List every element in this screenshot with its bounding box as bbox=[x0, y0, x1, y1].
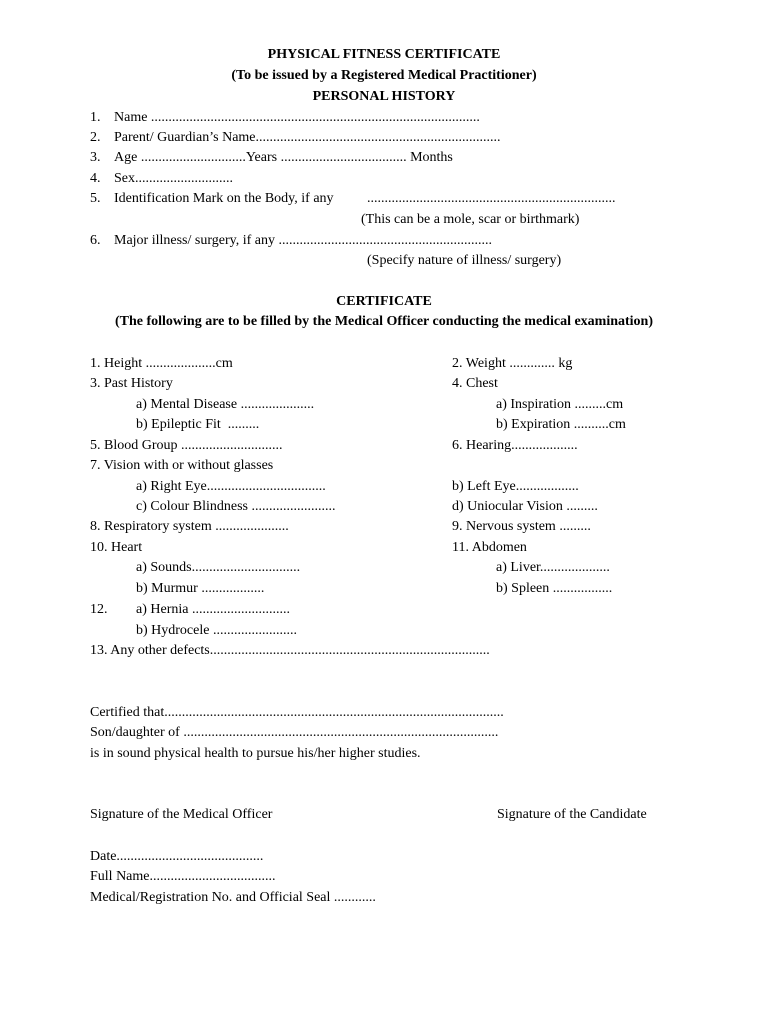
age-field: Age ..............................Years .................................... Months bbox=[114, 150, 453, 165]
section-heading-personal-history: PERSONAL HISTORY bbox=[312, 89, 456, 104]
expiration-field: b) Expiration ..........cm bbox=[496, 417, 626, 432]
full-name-field: Full Name.................................... bbox=[90, 869, 276, 884]
heart-sounds-field: a) Sounds............................... bbox=[136, 560, 301, 575]
inspiration-field: a) Inspiration .........cm bbox=[496, 397, 624, 412]
medical-officer-signature-label: Signature of the Medical Officer bbox=[90, 807, 273, 822]
certificate-heading: CERTIFICATE bbox=[336, 294, 432, 309]
epileptic-fit-field: b) Epileptic Fit ......... bbox=[136, 417, 260, 432]
item-number: 5. bbox=[90, 191, 101, 206]
identification-mark-label: Identification Mark on the Body, if any bbox=[114, 191, 334, 206]
certified-that-field: Certified that................................................................................................. bbox=[90, 705, 504, 720]
colour-blindness-field: c) Colour Blindness ........................ bbox=[136, 499, 336, 514]
vision-label: 7. Vision with or without glasses bbox=[90, 458, 274, 473]
mental-disease-field: a) Mental Disease ..................... bbox=[136, 397, 315, 412]
heart-label: 10. Heart bbox=[90, 540, 143, 555]
hernia-field: a) Hernia ............................ bbox=[136, 602, 290, 617]
height-field: 1. Height ....................cm bbox=[90, 356, 233, 371]
item-number: 12. bbox=[90, 602, 108, 617]
sex-field: Sex............................ bbox=[114, 171, 233, 186]
illness-field: Major illness/ surgery, if any ............................................................. bbox=[114, 233, 492, 248]
blood-group-field: 5. Blood Group ............................. bbox=[90, 438, 283, 453]
registration-seal-field: Medical/Registration No. and Official Seal ............ bbox=[90, 890, 376, 905]
candidate-signature-label: Signature of the Candidate bbox=[497, 807, 647, 822]
uniocular-vision-field: d) Uniocular Vision ......... bbox=[452, 499, 598, 514]
identification-mark-note: (This can be a mole, scar or birthmark) bbox=[361, 212, 580, 227]
date-field: Date.......................................... bbox=[90, 849, 264, 864]
document-title: PHYSICAL FITNESS CERTIFICATE bbox=[267, 47, 501, 62]
guardian-field: Parent/ Guardian’s Name...................................................................... bbox=[114, 130, 501, 145]
sound-health-statement: is in sound physical health to pursue his/her higher studies. bbox=[90, 746, 421, 761]
respiratory-system-field: 8. Respiratory system ..................... bbox=[90, 519, 289, 534]
item-number: 6. bbox=[90, 233, 101, 248]
identification-mark-field: ....................................................................... bbox=[367, 191, 616, 206]
illness-note: (Specify nature of illness/ surgery) bbox=[367, 253, 562, 268]
abdomen-label: 11. Abdomen bbox=[452, 540, 527, 555]
hearing-field: 6. Hearing................... bbox=[452, 438, 578, 453]
nervous-system-field: 9. Nervous system ......... bbox=[452, 519, 591, 534]
item-number: 1. bbox=[90, 110, 101, 125]
left-eye-field: b) Left Eye.................. bbox=[452, 479, 579, 494]
certificate-subheading: (The following are to be filled by the Medical Officer conducting the medical examination) bbox=[114, 314, 654, 329]
chest-label: 4. Chest bbox=[452, 376, 498, 391]
liver-field: a) Liver.................... bbox=[496, 560, 610, 575]
item-number: 4. bbox=[90, 171, 101, 186]
murmur-field: b) Murmur .................. bbox=[136, 581, 265, 596]
item-number: 3. bbox=[90, 150, 101, 165]
document-subtitle: (To be issued by a Registered Medical Practitioner) bbox=[231, 68, 537, 83]
item-number: 2. bbox=[90, 130, 101, 145]
other-defects-field: 13. Any other defects................................................................................ bbox=[90, 643, 490, 658]
spleen-field: b) Spleen ................. bbox=[496, 581, 613, 596]
name-field: Name .............................................................................................. bbox=[114, 110, 480, 125]
hydrocele-field: b) Hydrocele ........................ bbox=[136, 623, 297, 638]
right-eye-field: a) Right Eye.................................. bbox=[136, 479, 326, 494]
son-daughter-field: Son/daughter of .......................................................................................... bbox=[90, 725, 499, 740]
weight-field: 2. Weight ............. kg bbox=[452, 356, 573, 371]
past-history-label: 3. Past History bbox=[90, 376, 173, 391]
